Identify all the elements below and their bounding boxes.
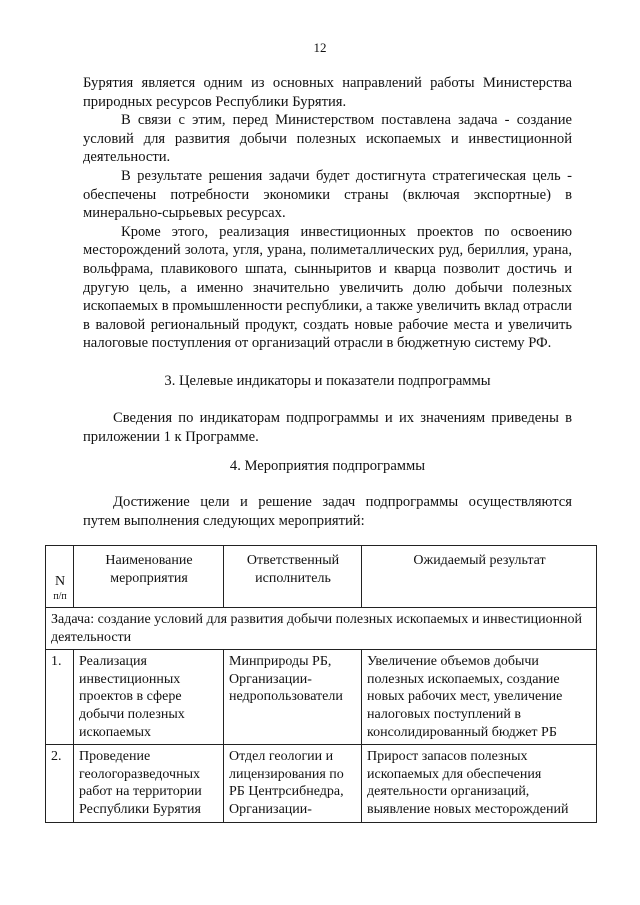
row-number: 1. bbox=[46, 650, 74, 745]
row-name: Проведение геологоразведочных работ на территории Республики Бурятия bbox=[74, 745, 224, 822]
page-number: 12 bbox=[313, 40, 327, 55]
table-row bbox=[46, 650, 597, 745]
row-result: Увеличение объемов добычи полезных ископаемых, создание новых рабочих мест, увеличение налоговых поступлений в консолидированный бюджет РБ bbox=[362, 650, 597, 745]
header-number bbox=[46, 546, 74, 608]
task-cell bbox=[46, 608, 597, 650]
row-name: Реализация инвестиционных проектов в сфере добычи полезных ископаемых bbox=[74, 650, 224, 745]
header-name: Наименование мероприятия bbox=[74, 546, 224, 608]
paragraph: В результате решения задачи будет достигнута стратегическая цель - обеспечены потребности экономики страны (включая экспортные) в минерально-сырьевых ресурсах. bbox=[83, 167, 572, 222]
section-text-indicators: Сведения по индикаторам подпрограммы и их значениям приведены в приложении 1 к Программе. bbox=[83, 410, 572, 445]
task-text: Задача: создание условий для развития добычи полезных ископаемых и инвестиционной деятельности bbox=[51, 612, 583, 645]
row-responsible: Минприроды РБ, Организации-недропользователи bbox=[224, 650, 362, 745]
header-responsible: Ответственный исполнитель bbox=[224, 546, 362, 608]
section-heading-indicators: 3. Целевые индикаторы и показатели подпрограммы bbox=[164, 373, 491, 389]
paragraph: Бурятия является одним из основных направлений работы Министерства природных ресурсов Республики Бурятия. bbox=[83, 75, 572, 110]
table-row bbox=[46, 745, 597, 822]
table-header-row bbox=[46, 546, 597, 608]
header-result: Ожидаемый результат bbox=[362, 546, 597, 608]
body-text bbox=[83, 74, 572, 353]
row-responsible: Отдел геологии и лицензирования по РБ Центрсибнедра, Организации- bbox=[224, 745, 362, 822]
header-number-label: N bbox=[54, 574, 66, 590]
row-result: Прирост запасов полезных ископаемых для обеспечения деятельности организаций, выявление новых месторождений bbox=[362, 745, 597, 822]
section-heading-measures: 4. Мероприятия подпрограммы bbox=[229, 458, 426, 474]
section-text-measures: Достижение цели и решение задач подпрограммы осуществляются путем выполнения следующих мероприятий: bbox=[83, 494, 572, 529]
task-row bbox=[46, 608, 597, 650]
measures-table bbox=[45, 545, 597, 823]
paragraph: Кроме этого, реализация инвестиционных проектов по освоению месторождений золота, угля, урана, полиметаллических руд, бериллия, урана, вольфрама, плавикового шпата, сынныритов и кварца позволит достичь и другую цель, а именно значительно увеличить долю добычи полезных ископаемых в промышленности республики, а также увеличить вклад отрасли в валовой региональный продукт, создать новые рабочие места и увеличить налоговые поступления от организаций отрасли в бюджетную систему РФ. bbox=[83, 223, 572, 352]
row-number: 2. bbox=[46, 745, 74, 822]
paragraph: В связи с этим, перед Министерством поставлена задача - создание условий для развития добычи полезных ископаемых и инвестиционной деятельности. bbox=[83, 112, 572, 166]
header-number-sub: п/п bbox=[53, 591, 67, 602]
